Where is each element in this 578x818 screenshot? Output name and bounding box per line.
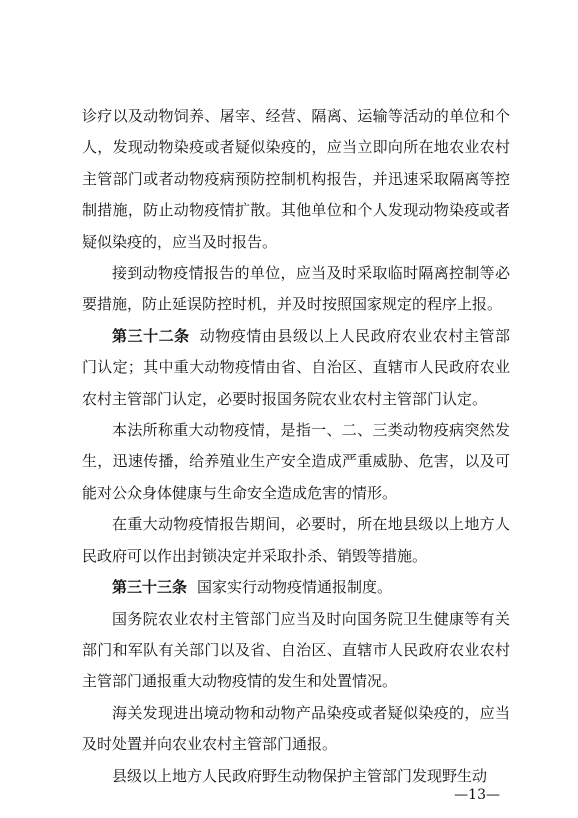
paragraph-2	[82, 258, 510, 321]
paragraph-text: 县级以上地方人民政府野生动物保护主管部门发现野生动	[112, 766, 488, 785]
paragraph-text: 动物疫情由县级以上人民政府农业农村主管部门认定；其中重大动物疫情由省、自治区、直辖市人民政府农业农村主管部门认定，必要时报国务院农业农村主管部门认定。	[82, 326, 510, 408]
article-32	[82, 321, 510, 415]
paragraph-text: 在重大动物疫情报告期间，必要时，所在地县级以上地方人民政府可以作出封锁决定并采取扑杀、销毁等措施。	[82, 515, 510, 565]
paragraph-4	[82, 415, 510, 509]
paragraph-9	[82, 761, 510, 792]
paragraph-7	[82, 604, 510, 698]
article-heading: 第三十二条	[112, 326, 190, 345]
paragraph-text: 海关发现进出境动物和动物产品染疫或者疑似染疫的，应当及时处置并向农业农村主管部门通报。	[82, 703, 510, 754]
body-text	[82, 101, 510, 792]
paragraph-text: 诊疗以及动物饲养、屠宰、经营、隔离、运输等活动的单位和个人，发现动物染疫或者疑似染疫的，应当立即向所在地农业农村主管部门或者动物疫病预防控制机构报告，并迅速采取隔离等控制措施，防止动物疫情扩散。其他单位和个人发现动物染疫或者疑似染疫的，应当及时报告。	[82, 107, 510, 251]
paragraph-text: 国务院农业农村主管部门应当及时向国务院卫生健康等有关部门和军队有关部门以及省、自治区、直辖市人民政府农业农村主管部门通报重大动物疫情的发生和处置情况。	[82, 609, 510, 691]
paragraph-8	[82, 698, 510, 761]
article-33	[82, 572, 510, 603]
paragraph-text: 本法所称重大动物疫情，是指一、二、三类动物疫病突然发生，迅速传播，给养殖业生产安全造成严重威胁、危害，以及可能对公众身体健康与生命安全造成危害的情形。	[82, 421, 510, 502]
paragraph-5	[82, 509, 510, 572]
paragraph-text: 国家实行动物疫情通报制度。	[197, 578, 393, 597]
paragraph-text: 接到动物疫情报告的单位，应当及时采取临时隔离控制等必要措施，防止延误防控时机，并及时按照国家规定的程序上报。	[82, 264, 510, 314]
article-heading: 第三十三条	[112, 578, 188, 597]
page-number: —13—	[454, 787, 500, 803]
paragraph-1	[82, 101, 510, 258]
